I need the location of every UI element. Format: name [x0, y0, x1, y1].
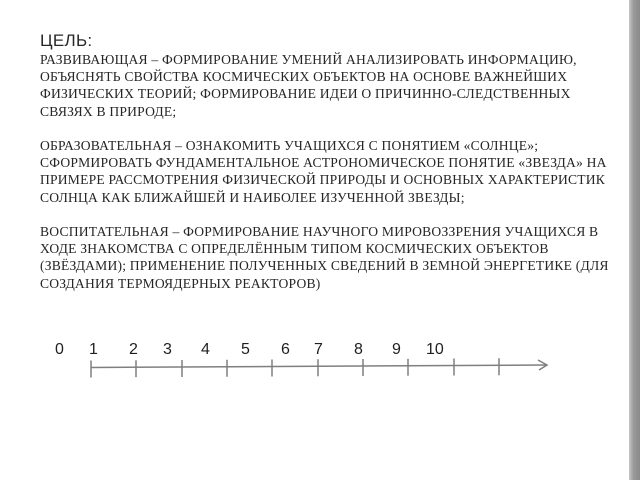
window-edge: [629, 0, 640, 480]
goal-developmental: РАЗВИВАЮЩАЯ – ФОРМИРОВАНИЕ УМЕНИЙ АНАЛИЗИРОВАТЬ ИНФОРМАЦИЮ, ОБЪЯСНЯТЬ СВОЙСТВА КОСМИЧЕСКИХ ОБЪЕКТОВ НА ОСНОВЕ ВАЖНЕЙШИХ ФИЗИЧЕСКИХ ТЕОРИЙ; ФОРМИРОВАНИЕ ИДЕИ О ПРИЧИННО-СЛЕДСТВЕННЫХ СВЯЗЯХ В ПРИРОДЕ;: [40, 52, 577, 119]
number-scale: [0, 355, 629, 385]
goals-text: [40, 51, 615, 309]
scale-label: 5: [241, 341, 250, 358]
scale-label: 8: [354, 341, 363, 358]
scale-label: 1: [89, 341, 98, 358]
scale-label: 6: [281, 341, 290, 358]
goal-upbringing: ВОСПИТАТЕЛЬНАЯ – ФОРМИРОВАНИЕ НАУЧНОГО МИРОВОЗЗРЕНИЯ УЧАЩИХСЯ В ХОДЕ ЗНАКОМСТВА С ОПРЕДЕЛЁННЫМ ТИПОМ КОСМИЧЕСКИХ ОБЪЕКТОВ (ЗВЁЗДАМИ); ПРИМЕНЕНИЕ ПОЛУЧЕННЫХ СВЕДЕНИЙ В ЗЕМНОЙ ЭНЕРГЕТИКЕ (ДЛЯ СОЗДАНИЯ ТЕРМОЯДЕРНЫХ РЕАКТОРОВ): [40, 224, 609, 291]
scale-label: 2: [129, 341, 138, 358]
goal-educational: ОБРАЗОВАТЕЛЬНАЯ – ОЗНАКОМИТЬ УЧАЩИХСЯ С ПОНЯТИЕМ «СОЛНЦЕ»; СФОРМИРОВАТЬ ФУНДАМЕНТАЛЬНОЕ АСТРОНОМИЧЕСКОЕ ПОНЯТИЕ «ЗВЕЗДА» НА ПРИМЕРЕ РАССМОТРЕНИЯ ФИЗИЧЕСКОЙ ПРИРОДЫ И ОСНОВНЫХ ХАРАКТЕРИСТИК СОЛНЦА КАК БЛИЖАЙШЕЙ И НАИБОЛЕЕ ИЗУЧЕННОЙ ЗВЕЗДЫ;: [40, 138, 607, 205]
slide-title: ЦЕЛЬ:: [40, 31, 93, 50]
scale-label: 3: [163, 341, 172, 358]
scale-label: 9: [392, 341, 401, 358]
scale-label: 4: [201, 341, 210, 358]
scale-label: 7: [314, 341, 323, 358]
scale-label: 0: [55, 341, 64, 358]
scale-label: 10: [426, 341, 444, 358]
